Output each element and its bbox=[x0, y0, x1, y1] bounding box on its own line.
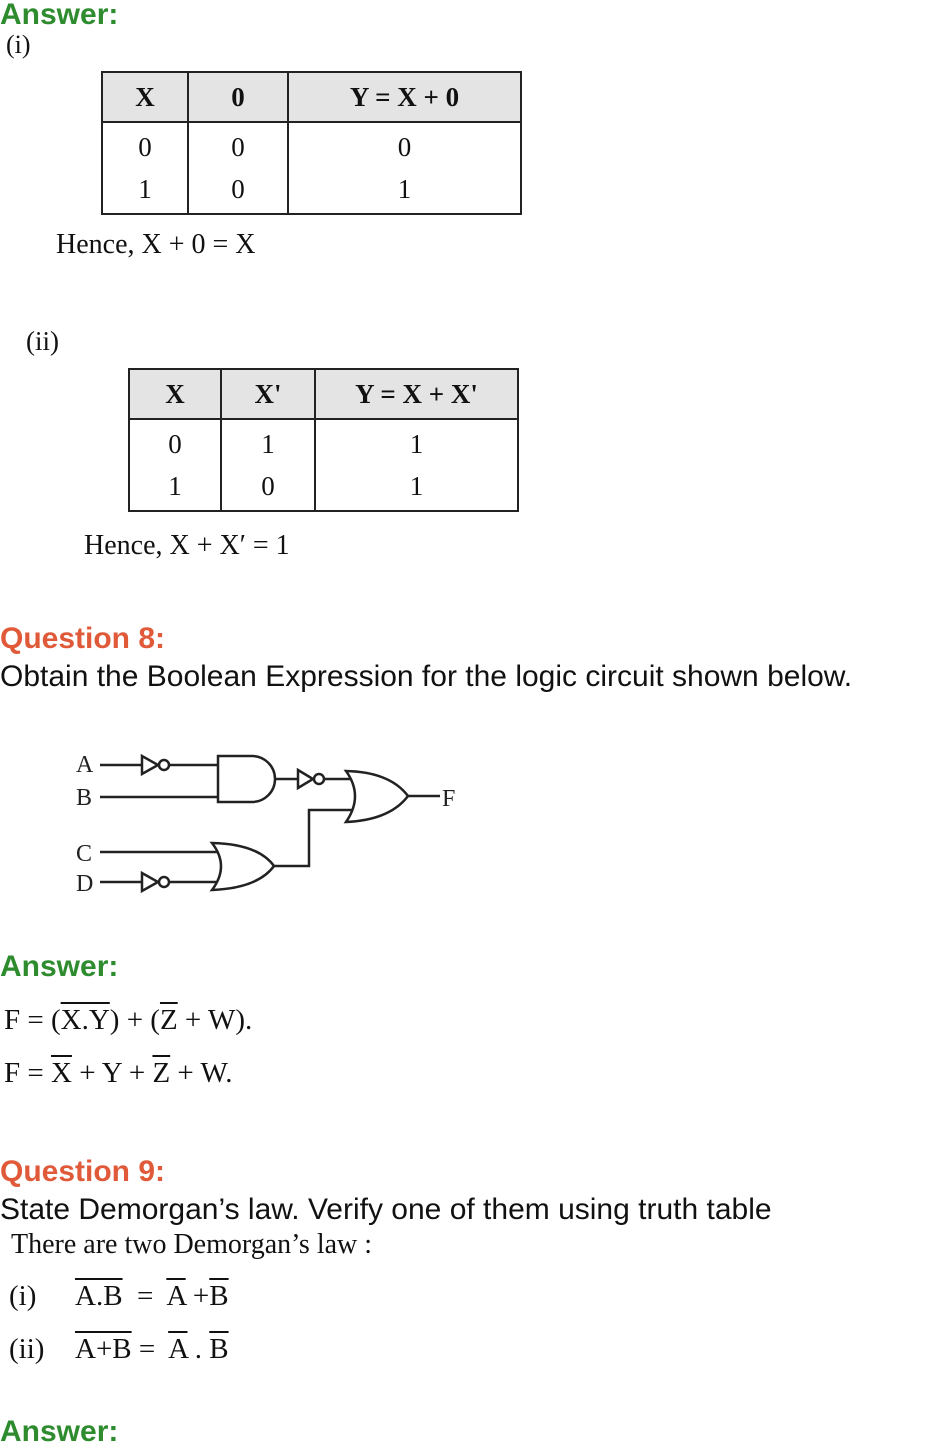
logic-circuit-diagram bbox=[70, 740, 470, 900]
expr1-over2: $\overline{Z}$ bbox=[159, 1004, 178, 1036]
expr2-prefix: F = bbox=[4, 1057, 51, 1089]
input-label-a: A bbox=[76, 752, 94, 778]
demorgan-law-2 bbox=[9, 1335, 229, 1364]
output-label-f: F bbox=[442, 786, 456, 812]
table2-header-xprime: X' bbox=[221, 369, 315, 419]
table1-cell: 0 bbox=[231, 132, 245, 162]
input-label-c: C bbox=[76, 841, 93, 867]
table1-cell: 1 bbox=[138, 174, 152, 204]
expr2-over2: $\overline{Z}$ bbox=[152, 1057, 171, 1089]
table1-cell: 0 bbox=[231, 174, 245, 204]
expr1-over: X.Y bbox=[60, 1004, 110, 1036]
law2-rhs-b: $\overline{B}$ bbox=[209, 1333, 229, 1365]
table1-cell: 0 bbox=[138, 132, 152, 162]
expr1-suffix: + W). bbox=[177, 1004, 253, 1036]
truth-table-2 bbox=[128, 368, 519, 512]
law2-lhs: A+B bbox=[75, 1333, 132, 1365]
table2-cell: 1 bbox=[168, 471, 182, 501]
law2-rhs-a: $\overline{A}$ bbox=[168, 1333, 188, 1365]
demorgan-law-1 bbox=[9, 1282, 229, 1311]
table1-cell: 1 bbox=[397, 174, 412, 204]
answer-heading-2: Answer: bbox=[0, 950, 119, 983]
answer-heading-3: Answer: bbox=[0, 1415, 119, 1448]
answer-heading-1: Answer: bbox=[0, 0, 119, 31]
expr1-prefix: F = ( bbox=[4, 1004, 61, 1036]
law1-lhs: A.B bbox=[75, 1280, 123, 1312]
table2-cell: 0 bbox=[261, 471, 275, 501]
law1-op: + bbox=[192, 1280, 210, 1312]
truth-table-1 bbox=[101, 71, 522, 215]
part-label-ii: (ii) bbox=[26, 326, 59, 356]
question-9-subtext: There are two Demorgan’s law : bbox=[11, 1229, 373, 1260]
expr2-over: $\overline{X}$ bbox=[50, 1057, 72, 1089]
table1-header-0: 0 bbox=[188, 72, 288, 122]
law2-eq: = bbox=[138, 1333, 156, 1365]
table2-header-x: X bbox=[129, 369, 221, 419]
expr1-mid: ) + ( bbox=[109, 1004, 160, 1036]
law1-label: (i) bbox=[9, 1280, 37, 1312]
expr2-suffix: + W. bbox=[170, 1057, 233, 1089]
conclusion-2: Hence, X + X′ = 1 bbox=[84, 530, 290, 561]
question-8-title: Question 8: bbox=[0, 622, 166, 655]
table2-cell: 1 bbox=[261, 429, 275, 459]
question-8-text: Obtain the Boolean Expression for the logic circuit shown below. bbox=[0, 660, 853, 693]
table2-cell: 1 bbox=[409, 471, 424, 501]
input-label-b: B bbox=[76, 785, 93, 811]
question-9-text: State Demorgan’s law. Verify one of them using truth table bbox=[0, 1193, 772, 1226]
table1-header-y: Y = X + 0 bbox=[288, 72, 521, 122]
conclusion-1: Hence, X + 0 = X bbox=[56, 229, 256, 260]
law2-op: . bbox=[194, 1333, 202, 1365]
table2-cell: 1 bbox=[409, 429, 424, 459]
table2-header-y: Y = X + X' bbox=[315, 369, 518, 419]
table1-header-x: X bbox=[102, 72, 188, 122]
law1-rhs-a: $\overline{A}$ bbox=[166, 1280, 186, 1312]
answer-expression-2 bbox=[4, 1059, 232, 1088]
question-9-title: Question 9: bbox=[0, 1155, 166, 1188]
table2-cell: 0 bbox=[168, 429, 182, 459]
input-label-d: D bbox=[76, 871, 94, 897]
law2-label: (ii) bbox=[9, 1333, 45, 1365]
answer-expression-1 bbox=[4, 1006, 252, 1035]
part-label-i: (i) bbox=[6, 30, 31, 59]
law1-rhs-b: $\overline{B}$ bbox=[209, 1280, 229, 1312]
law1-eq: = bbox=[137, 1280, 154, 1312]
table1-cell: 0 bbox=[397, 132, 412, 162]
expr2-mid: + Y + bbox=[71, 1057, 153, 1089]
